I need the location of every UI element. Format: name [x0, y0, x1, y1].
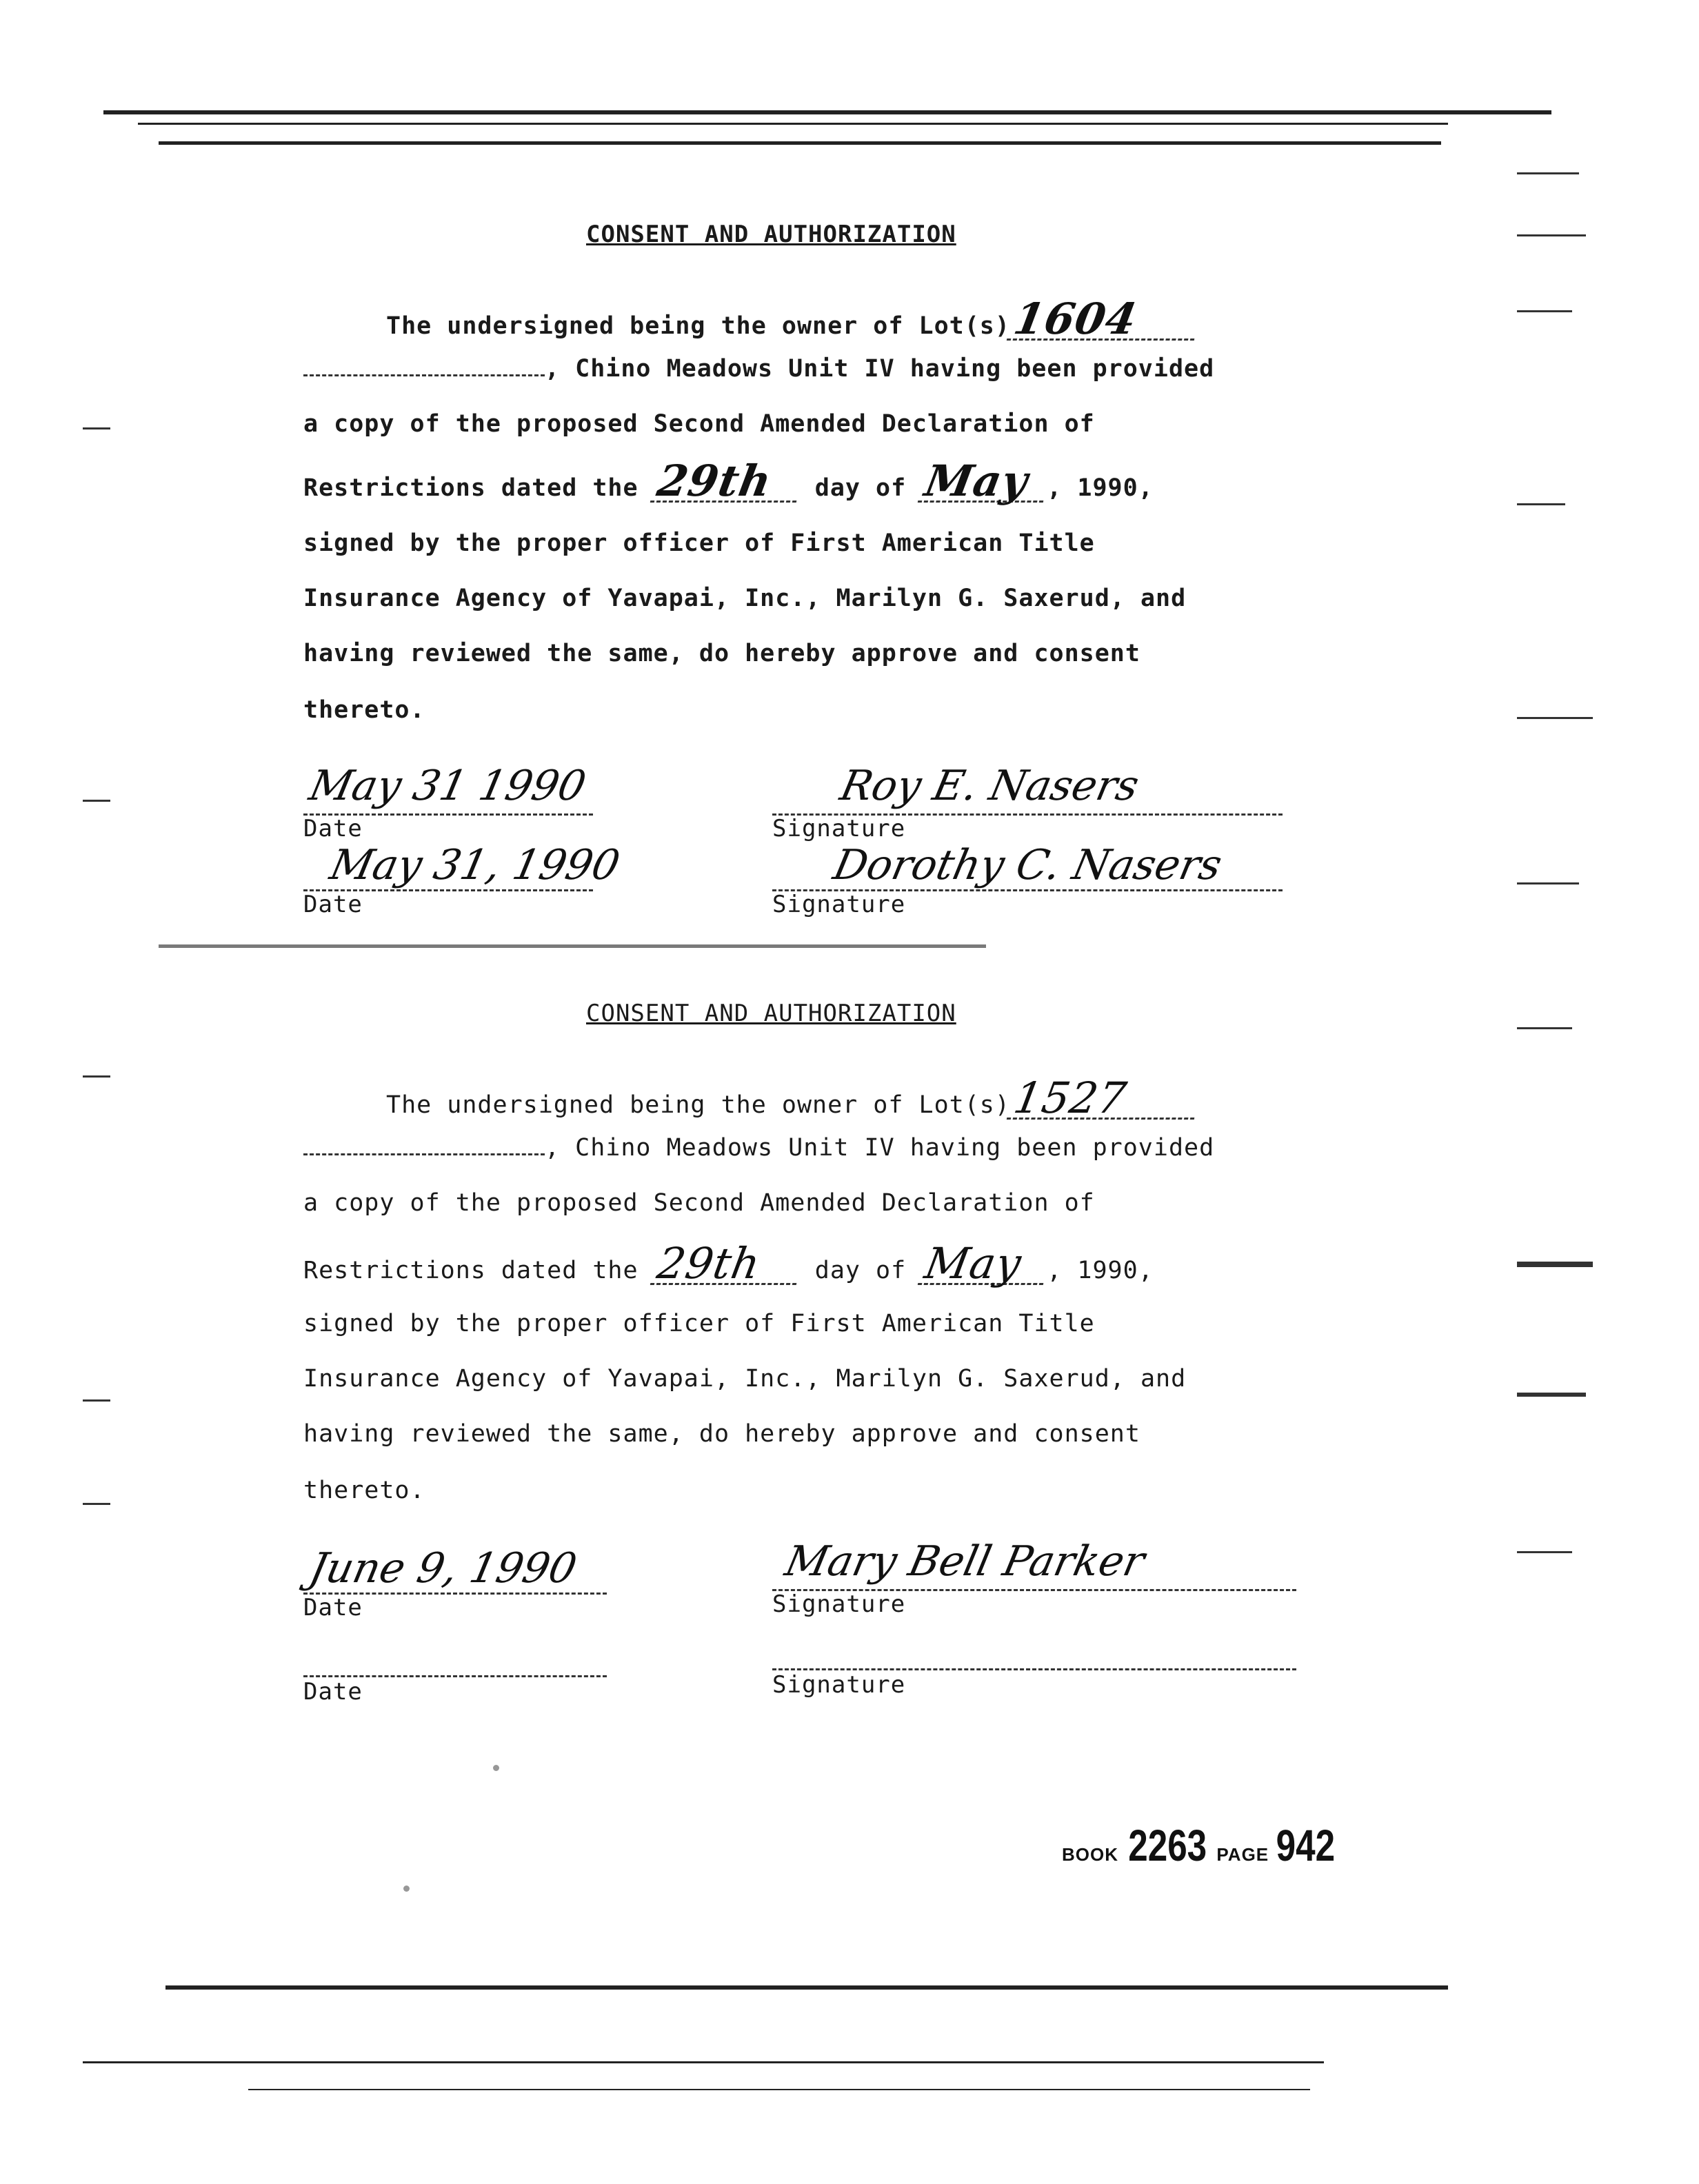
- book-page-stamp: [1062, 1820, 1343, 1871]
- signature-label-1: Signature: [772, 1590, 906, 1618]
- edge-tick: [1517, 1027, 1572, 1029]
- body-line-1: [386, 294, 1198, 344]
- page-number: 942: [1276, 1821, 1336, 1870]
- edge-tick: [1517, 310, 1572, 312]
- lot-number: 1604: [1007, 300, 1201, 341]
- edge-tick: [83, 800, 110, 802]
- date-label-2: Date: [303, 891, 363, 918]
- consent-section-2: [303, 986, 1296, 1730]
- edge-tick: [1517, 1551, 1572, 1553]
- blank-fill: [303, 1153, 545, 1155]
- scan-top-rule: [103, 110, 1551, 114]
- signature-label-2: Signature: [772, 1671, 906, 1699]
- edge-tick: [1517, 1262, 1593, 1267]
- date-line-2: [303, 1675, 607, 1677]
- edge-tick: [1517, 882, 1579, 884]
- speckle: [403, 1885, 410, 1892]
- scan-top-rule-2: [138, 123, 1448, 125]
- line4-c: , 1990,: [1047, 474, 1154, 502]
- body-line-1: [386, 1073, 1198, 1123]
- edge-tick: [1517, 717, 1593, 719]
- scan-bottom-rule: [165, 1985, 1448, 1990]
- line4-a: Restrictions dated the: [303, 1257, 639, 1284]
- date-label-1: Date: [303, 815, 363, 842]
- edge-tick: [1517, 234, 1586, 236]
- book-label: BOOK: [1062, 1844, 1118, 1865]
- signature-handwritten-2: Dorothy C. Nasers: [829, 841, 1227, 889]
- date-handwritten-1: May 31 1990: [305, 762, 590, 810]
- day-value: 29th: [650, 462, 803, 503]
- lot-number: 1527: [1007, 1079, 1201, 1120]
- signature-label-2: Signature: [772, 891, 906, 918]
- scan-smudge: [159, 944, 986, 948]
- signature-label-1: Signature: [772, 815, 906, 842]
- edge-tick: [83, 1075, 110, 1078]
- body-line-8: thereto.: [303, 696, 425, 724]
- section-title: CONSENT AND AUTHORIZATION: [586, 221, 956, 248]
- line4-b: day of: [814, 1257, 907, 1284]
- consent-section-1: [303, 207, 1296, 951]
- body-line-7: having reviewed the same, do hereby approve and consent: [303, 1420, 1140, 1448]
- date-handwritten-2: May 31, 1990: [325, 841, 624, 889]
- line4-b: day of: [814, 474, 907, 502]
- line2-text: , Chino Meadows Unit IV having been provided: [545, 1134, 1215, 1162]
- body-line-5: signed by the proper officer of First American Title: [303, 529, 1095, 557]
- scan-bottom-rule-3: [248, 2089, 1310, 2090]
- body-line-6: Insurance Agency of Yavapai, Inc., Marilyn G. Saxerud, and: [303, 585, 1187, 612]
- body-line-8: thereto.: [303, 1477, 425, 1504]
- intro-text: The undersigned being the owner of Lot(s): [386, 1091, 1010, 1119]
- book-number: 2263: [1128, 1821, 1207, 1870]
- body-line-2: [303, 355, 1214, 383]
- section-title: CONSENT AND AUTHORIZATION: [586, 1000, 956, 1027]
- day-value: 29th: [650, 1244, 803, 1285]
- month-value: May: [918, 1244, 1050, 1285]
- signature-line-2: [772, 1668, 1296, 1670]
- body-line-6: Insurance Agency of Yavapai, Inc., Marilyn G. Saxerud, and: [303, 1365, 1187, 1393]
- line4-c: , 1990,: [1047, 1257, 1154, 1284]
- edge-tick: [1517, 172, 1579, 174]
- month-value: May: [918, 462, 1050, 503]
- intro-text: The undersigned being the owner of Lot(s): [386, 312, 1010, 340]
- body-line-3: a copy of the proposed Second Amended Declaration of: [303, 1189, 1095, 1217]
- body-line-5: signed by the proper officer of First American Title: [303, 1310, 1095, 1337]
- body-line-7: having reviewed the same, do hereby approve and consent: [303, 640, 1140, 667]
- signature-handwritten-1: Mary Bell Parker: [781, 1537, 1149, 1586]
- date-handwritten-1: June 9, 1990: [305, 1544, 581, 1593]
- line4-a: Restrictions dated the: [303, 474, 639, 502]
- edge-tick: [83, 427, 110, 429]
- edge-tick: [83, 1503, 110, 1505]
- scan-bottom-rule-2: [83, 2061, 1324, 2063]
- blank-fill: [303, 374, 545, 376]
- signature-handwritten-1: Roy E. Nasers: [836, 762, 1143, 810]
- body-line-2: [303, 1134, 1214, 1162]
- edge-tick: [1517, 1393, 1586, 1397]
- speckle: [493, 1765, 499, 1771]
- body-line-4: [303, 1238, 1154, 1288]
- date-label-2: Date: [303, 1678, 363, 1706]
- page-label: PAGE: [1216, 1844, 1269, 1865]
- edge-tick: [83, 1399, 110, 1402]
- body-line-3: a copy of the proposed Second Amended Declaration of: [303, 410, 1095, 438]
- edge-tick: [1517, 503, 1565, 505]
- scan-top-rule-3: [159, 141, 1441, 145]
- body-line-4: [303, 456, 1154, 506]
- line2-text: , Chino Meadows Unit IV having been provided: [545, 355, 1215, 383]
- date-label-1: Date: [303, 1594, 363, 1621]
